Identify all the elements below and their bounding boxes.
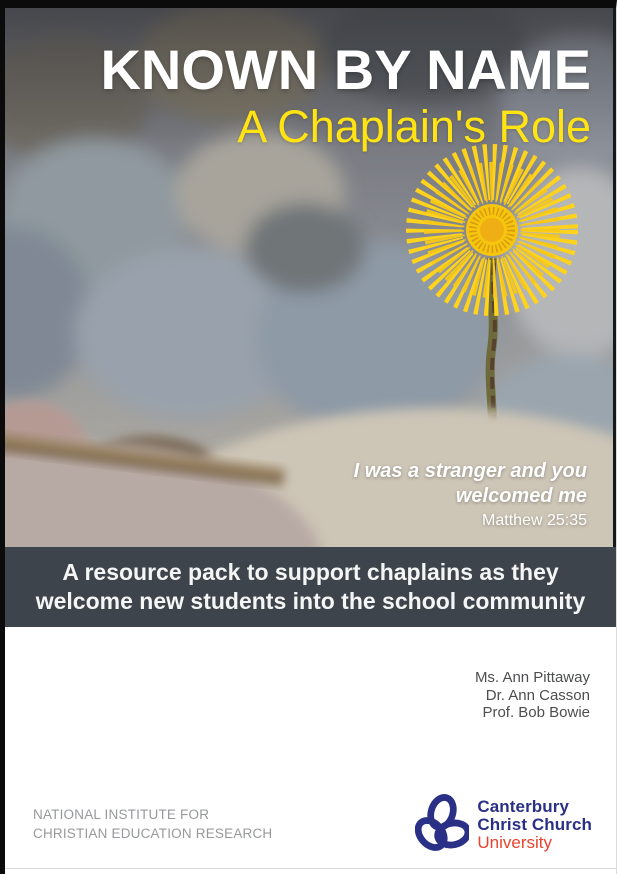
institute-line-1: NATIONAL INSTITUTE FOR — [33, 807, 210, 822]
author-list — [475, 669, 590, 722]
quote-reference: Matthew 25:35 — [482, 512, 587, 529]
university-name-line-3: University — [477, 833, 552, 852]
institute-name — [33, 806, 272, 843]
banner-line-2: welcome new students into the school community — [35, 588, 586, 614]
scripture-quote — [354, 459, 587, 531]
author-name: Prof. Bob Bowie — [482, 704, 590, 721]
author-name: Ms. Ann Pittaway — [474, 669, 590, 686]
banner-line-1: A resource pack to support chaplains as they — [62, 559, 559, 585]
title-block — [100, 38, 591, 152]
university-logo — [415, 794, 592, 856]
trefoil-icon — [415, 794, 469, 856]
lower-section — [5, 627, 616, 872]
university-name — [477, 798, 592, 852]
page-subtitle: A Chaplain's Role — [237, 101, 591, 152]
institute-line-2: CHRISTIAN EDUCATION RESEARCH — [33, 825, 273, 841]
university-name-line-1: Canterbury — [477, 797, 570, 816]
cover-photo — [5, 8, 616, 547]
footer — [5, 794, 616, 856]
author-name: Dr. Ann Casson — [485, 686, 590, 704]
quote-line-2: welcomed me — [455, 485, 587, 507]
description-banner — [5, 547, 616, 627]
quote-line-1: I was a stranger and you — [353, 460, 587, 482]
university-name-line-2: Christ Church — [477, 815, 592, 834]
page-title: KNOWN BY NAME — [100, 38, 591, 101]
